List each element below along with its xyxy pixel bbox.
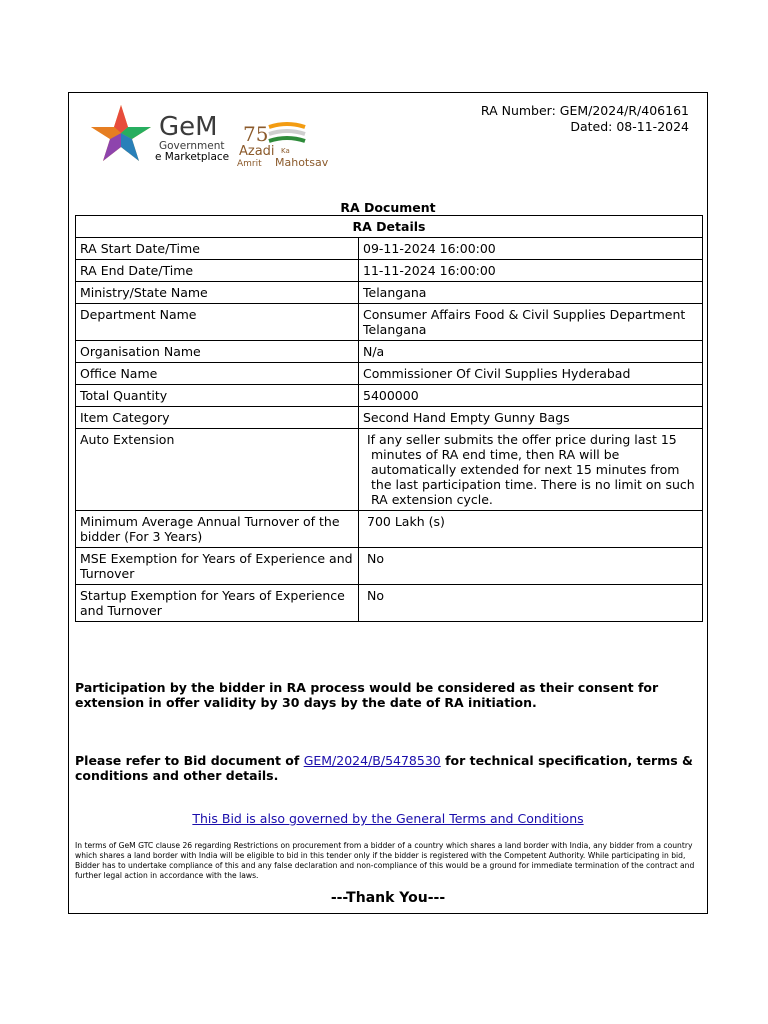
table-row — [76, 282, 703, 304]
row-label: Item Category — [76, 407, 359, 429]
row-label: Department Name — [76, 304, 359, 341]
consent-note: Participation by the bidder in RA process would be considered as their consent for extension in offer validity by 30 days by the date of RA initiation. — [75, 680, 659, 710]
row-label: MSE Exemption for Years of Experience and Turnover — [76, 548, 359, 585]
logo-mahotsav-text: Mahotsav — [275, 156, 329, 169]
ra-details-table — [75, 215, 703, 622]
logo-government-text: Government — [159, 140, 225, 152]
row-value: 700 Lakh (s) — [359, 511, 703, 548]
table-row — [76, 341, 703, 363]
fine-print: In terms of GeM GTC clause 26 regarding Restrictions on procurement from a bidder of a country which shares a land border with India, any bidder from a country which shares a land border with India will be eligible to bid in this tender only if the bidder is registered with the Competent Authority. While participating in bid, Bidder has to undertake compliance of this and any false declaration and non-compliance of this would be a ground for immediate termination of the contract and further legal action in accordance with the laws. — [75, 841, 695, 880]
logo-marketplace-text: e Marketplace — [155, 151, 230, 163]
row-value: 09-11-2024 16:00:00 — [359, 238, 703, 260]
row-value: Second Hand Empty Gunny Bags — [359, 407, 703, 429]
row-label: Minimum Average Annual Turnover of the bidder (For 3 Years) — [76, 511, 359, 548]
row-label: RA Start Date/Time — [76, 238, 359, 260]
ra-dated: Dated: 08-11-2024 — [570, 119, 689, 134]
table-heading: RA Details — [76, 216, 703, 238]
refer-note — [75, 753, 703, 783]
row-value: Consumer Affairs Food & Civil Supplies Department Telangana — [359, 304, 703, 341]
logo-75-text: 75 — [243, 122, 269, 146]
table-row — [76, 429, 703, 511]
refer-prefix: Please refer to Bid document of — [75, 753, 304, 768]
row-value: No — [359, 548, 703, 585]
table-row — [76, 363, 703, 385]
ra-header-info — [481, 103, 689, 135]
logo-azadi-text: Azadi — [239, 144, 275, 159]
row-label: RA End Date/Time — [76, 260, 359, 282]
gem-logo — [91, 103, 331, 173]
doc-title: RA Document — [340, 200, 436, 215]
logo-ka-text: Ka — [281, 147, 290, 155]
gtc-link[interactable]: This Bid is also governed by the General Terms and Conditions — [192, 811, 584, 826]
table-row — [76, 407, 703, 429]
table-row — [76, 304, 703, 341]
table-row — [76, 585, 703, 622]
document-page — [68, 92, 708, 914]
bid-document-link[interactable]: GEM/2024/B/5478530 — [303, 753, 441, 768]
gem-star-logo — [91, 103, 331, 173]
thank-you: ---Thank You--- — [330, 890, 446, 906]
row-value: 5400000 — [359, 385, 703, 407]
logo-gem-text: GeM — [159, 112, 218, 142]
row-label: Total Quantity — [76, 385, 359, 407]
row-label: Startup Exemption for Years of Experience and Turnover — [76, 585, 359, 622]
row-label: Office Name — [76, 363, 359, 385]
refer-suffix: for technical specification, terms & conditions and other details. — [75, 753, 693, 783]
row-value: 11-11-2024 16:00:00 — [359, 260, 703, 282]
logo-amrit-text: Amrit — [237, 159, 262, 169]
row-value: No — [359, 585, 703, 622]
row-label: Organisation Name — [76, 341, 359, 363]
table-row — [76, 238, 703, 260]
row-value: Telangana — [359, 282, 703, 304]
ra-number: RA Number: GEM/2024/R/406161 — [480, 103, 689, 118]
row-value: N/a — [359, 341, 703, 363]
row-label: Ministry/State Name — [76, 282, 359, 304]
gtc-line — [69, 811, 707, 826]
row-value: Commissioner Of Civil Supplies Hyderabad — [359, 363, 703, 385]
table-row — [76, 548, 703, 585]
table-row — [76, 385, 703, 407]
row-value: If any seller submits the offer price during last 15 minutes of RA end time, then RA will be automatically extended for next 15 minutes from the last participation time. There is no limit on such RA extension cycle. — [359, 429, 703, 511]
table-row — [76, 511, 703, 548]
table-row — [76, 260, 703, 282]
table-heading-row — [76, 216, 703, 238]
row-label: Auto Extension — [76, 429, 359, 511]
